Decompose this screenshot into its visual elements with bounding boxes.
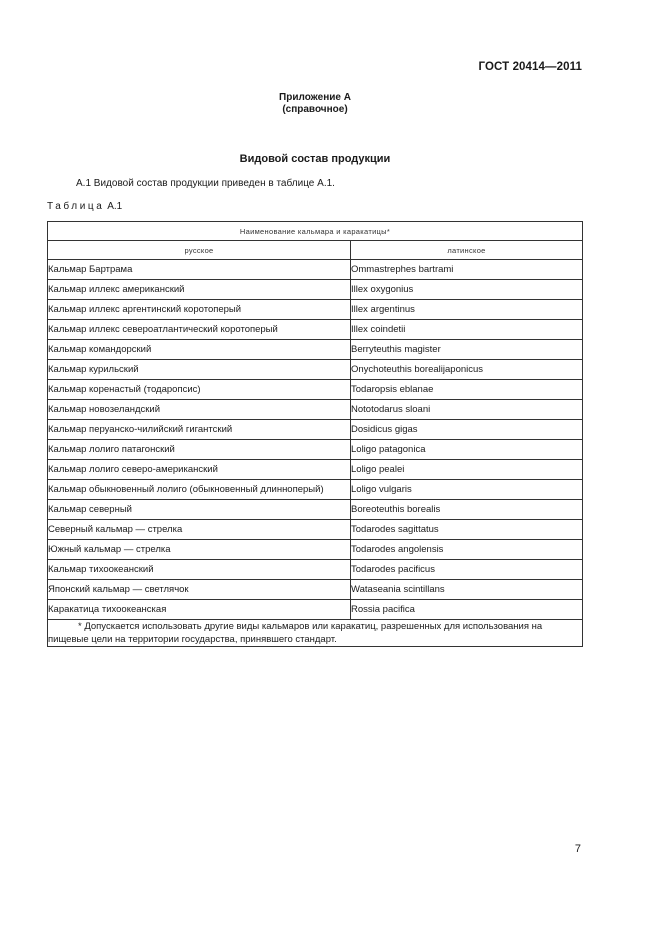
russian-name-cell: Кальмар перуанско-чилийский гигантский — [48, 420, 351, 440]
column-header-latin: латинское — [351, 241, 583, 260]
table-row — [48, 520, 583, 540]
latin-name-cell: Illex coindetii — [351, 320, 583, 340]
latin-name-cell: Nototodarus sloani — [351, 400, 583, 420]
table-row — [48, 460, 583, 480]
latin-name-cell: Todarodes pacificus — [351, 560, 583, 580]
russian-name-cell: Японский кальмар — светлячок — [48, 580, 351, 600]
russian-name-cell: Кальмар иллекс американский — [48, 280, 351, 300]
table-caption-number: А.1 — [107, 201, 123, 212]
table-footnote — [48, 620, 583, 647]
latin-name-cell: Boreoteuthis borealis — [351, 500, 583, 520]
russian-name-cell: Южный кальмар — стрелка — [48, 540, 351, 560]
table-body — [48, 260, 583, 620]
latin-name-cell: Ommastrephes bartrami — [351, 260, 583, 280]
appendix-subtitle: (справочное) — [282, 104, 348, 115]
table-row — [48, 300, 583, 320]
table-caption-word: Таблица — [47, 201, 105, 212]
table-row — [48, 480, 583, 500]
table-row — [48, 580, 583, 600]
russian-name-cell: Кальмар иллекс аргентинский коротоперый — [48, 300, 351, 320]
russian-name-cell: Кальмар лолиго патагонский — [48, 440, 351, 460]
species-table — [47, 221, 583, 647]
russian-name-cell: Кальмар лолиго северо-американский — [48, 460, 351, 480]
latin-name-cell: Loligo patagonica — [351, 440, 583, 460]
table-subheader-row — [48, 241, 583, 260]
russian-name-cell: Каракатица тихоокеанская — [48, 600, 351, 620]
table-row — [48, 500, 583, 520]
russian-name-cell: Кальмар иллекс североатлантический коротоперый — [48, 320, 351, 340]
footnote-text: * Допускается использовать другие виды кальмаров или каракатиц, разрешенных для использования на пищевые цели на территории государства, принявшего стандарт. — [48, 621, 543, 645]
document-code: ГОСТ 20414—2011 — [478, 61, 582, 73]
table-caption — [47, 201, 122, 212]
russian-name-cell: Кальмар северный — [48, 500, 351, 520]
russian-name-cell: Кальмар обыкновенный лолиго (обыкновенный длинноперый) — [48, 480, 351, 500]
table-row — [48, 260, 583, 280]
table-row — [48, 400, 583, 420]
latin-name-cell: Dosidicus gigas — [351, 420, 583, 440]
latin-name-cell: Todaropsis eblanae — [351, 380, 583, 400]
latin-name-cell: Todarodes angolensis — [351, 540, 583, 560]
page-number: 7 — [574, 843, 581, 855]
latin-name-cell: Illex oxygonius — [351, 280, 583, 300]
table-header-row — [48, 222, 583, 241]
latin-name-cell: Loligo vulgaris — [351, 480, 583, 500]
russian-name-cell: Северный кальмар — стрелка — [48, 520, 351, 540]
section-title: Видовой состав продукции — [239, 153, 391, 165]
table-row — [48, 440, 583, 460]
russian-name-cell: Кальмар тихоокеанский — [48, 560, 351, 580]
russian-name-cell: Кальмар Бартрама — [48, 260, 351, 280]
table-row — [48, 420, 583, 440]
column-header-russian: русское — [48, 241, 351, 260]
russian-name-cell: Кальмар новозеландский — [48, 400, 351, 420]
latin-name-cell: Loligo pealei — [351, 460, 583, 480]
russian-name-cell: Кальмар коренастый (тодаропсис) — [48, 380, 351, 400]
table-row — [48, 340, 583, 360]
footnote-row — [48, 620, 583, 647]
table-row — [48, 560, 583, 580]
table-row — [48, 320, 583, 340]
table-header-main: Наименование кальмара и каракатицы* — [48, 222, 583, 241]
table-row — [48, 360, 583, 380]
latin-name-cell: Todarodes sagittatus — [351, 520, 583, 540]
intro-paragraph: А.1 Видовой состав продукции приведен в таблице А.1. — [76, 178, 335, 189]
latin-name-cell: Rossia pacifica — [351, 600, 583, 620]
russian-name-cell: Кальмар командорский — [48, 340, 351, 360]
table-row — [48, 540, 583, 560]
latin-name-cell: Onychoteuthis borealijaponicus — [351, 360, 583, 380]
table-row — [48, 600, 583, 620]
appendix-heading — [0, 92, 630, 116]
russian-name-cell: Кальмар курильский — [48, 360, 351, 380]
latin-name-cell: Illex argentinus — [351, 300, 583, 320]
latin-name-cell: Wataseania scintillans — [351, 580, 583, 600]
latin-name-cell: Berryteuthis magister — [351, 340, 583, 360]
table-row — [48, 280, 583, 300]
table-row — [48, 380, 583, 400]
appendix-title: Приложение А — [279, 92, 351, 103]
